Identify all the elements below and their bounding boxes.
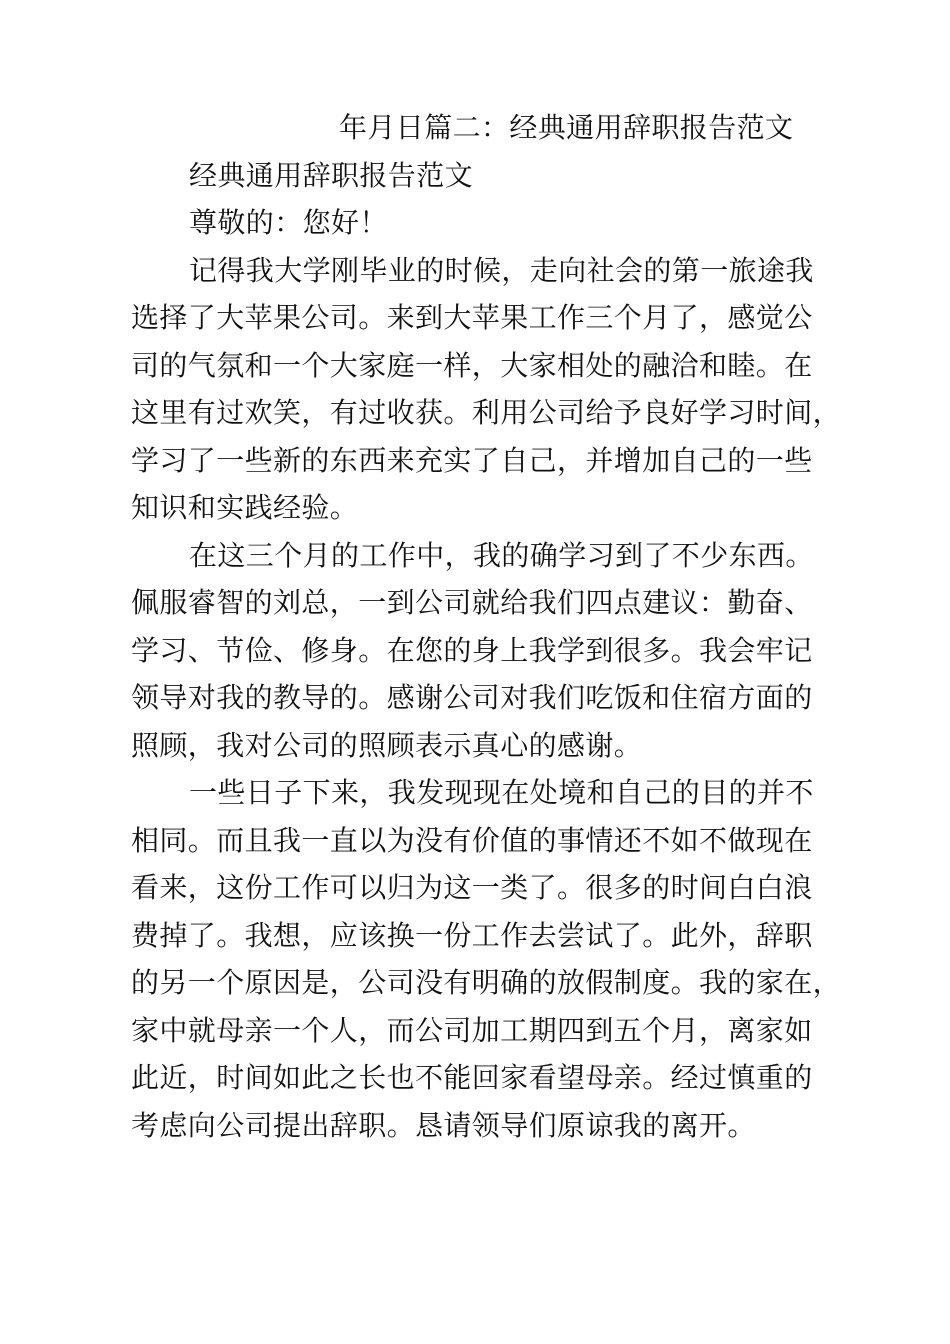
paragraph-line: 照顾，我对公司的照顾表示真心的感谢。 [131,728,643,762]
paragraph-line: 这里有过欢笑，有过收获。利用公司给予良好学习时间， [131,396,842,429]
greeting: 尊敬的：您好！ [189,206,388,239]
paragraph-1 [131,247,842,532]
paragraph-line: 此近，时间如此之长也不能回家看望母亲。经过慎重的 [131,1061,813,1094]
paragraph-line: 考虑向公司提出辞职。恳请领导们原谅我的离开。 [131,1108,756,1142]
paragraph-line: 领导对我的教导的。感谢公司对我们吃饭和住宿方面的 [131,681,813,714]
paragraph-line: 费掉了。我想，应该换一份工作去尝试了。此外，辞职 [131,918,813,952]
paragraph-line: 在这三个月的工作中，我的确学习到了不少东西。 [189,538,814,572]
paragraph-2 [131,532,824,770]
paragraph-line: 佩服睿智的刘总，一到公司就给我们四点建议：勤奋、 [131,586,813,619]
paragraph-line: 记得我大学刚毕业的时候，走向社会的第一旅途我 [189,253,814,287]
paragraph-line: 学习了一些新的东西来充实了自己，并增加自己的一些 [131,443,813,477]
header-line: 年月日篇二：经典通用辞职报告范文 [339,111,794,144]
paragraph-line: 看来，这份工作可以归为这一类了。很多的时间白白浪 [131,871,813,904]
paragraph-line: 相同。而且我一直以为没有价值的事情还不如不做现在 [131,823,813,857]
document-title: 经典通用辞职报告范文 [189,158,474,192]
paragraph-line: 选择了大苹果公司。来到大苹果工作三个月了，感觉公 [131,301,813,334]
paragraph-line: 一些日子下来，我发现现在处境和自己的目的并不 [189,776,814,809]
document-body [131,104,842,1149]
paragraph-line: 家中就母亲一个人，而公司加工期四到五个月，离家如 [131,1013,813,1047]
paragraph-3 [131,769,842,1149]
paragraph-line: 的另一个原因是，公司没有明确的放假制度。我的家在， [131,966,842,999]
paragraph-line: 知识和实践经验。 [131,491,359,524]
paragraph-line: 学习、节俭、修身。在您的身上我学到很多。我会牢记 [131,633,813,667]
paragraph-line: 司的气氛和一个大家庭一样，大家相处的融洽和睦。在 [131,348,813,382]
